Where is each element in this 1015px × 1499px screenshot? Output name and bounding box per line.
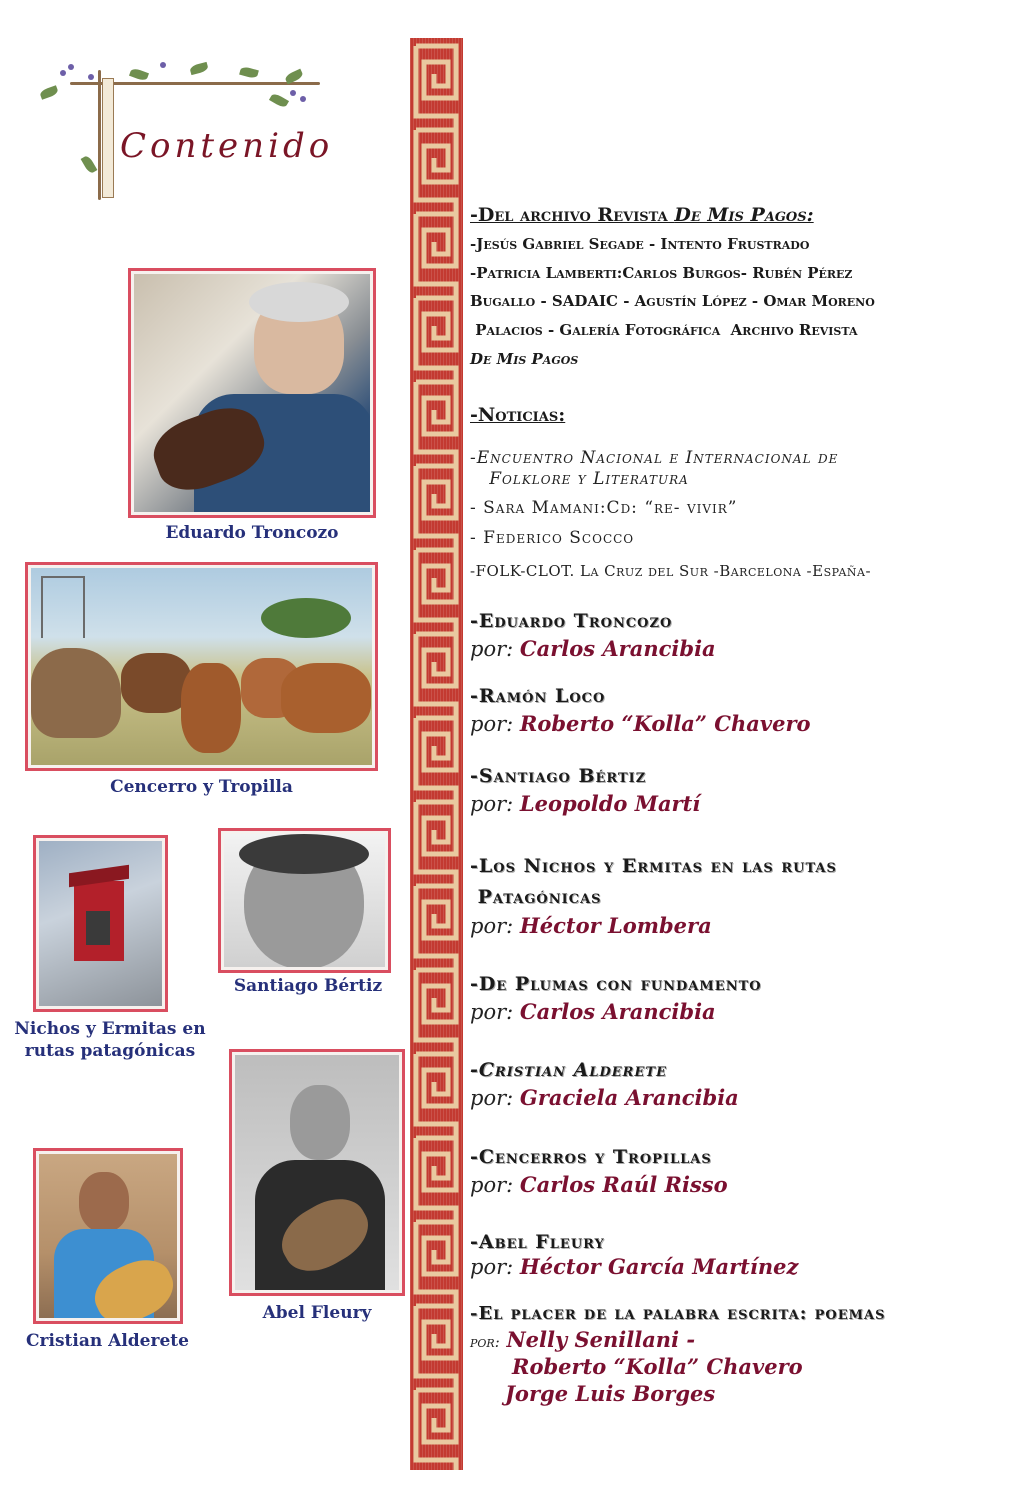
poet-name: Jorge Luis Borges: [505, 1381, 716, 1406]
caption-santiago-bertiz: Santiago Bértiz: [233, 976, 383, 996]
greek-key-motif: [416, 1390, 456, 1442]
article-title: -Cencerros y Tropillas: [470, 1146, 712, 1168]
tree-shape: [261, 598, 351, 638]
por-label: por:: [470, 637, 514, 661]
news-line: -Encuentro Nacional e Internacional de: [470, 448, 839, 468]
article-title: -Cristian Alderete: [470, 1059, 667, 1081]
por-label: por:: [470, 1000, 514, 1024]
berry-icon: [160, 62, 166, 68]
article-title: -De Plumas con fundamento: [470, 973, 762, 995]
article-title: -Eduardo Troncozo: [470, 610, 673, 632]
portrait-hair: [249, 282, 349, 322]
archive-line: Palacios - Galería Fotográfica Archivo Revista: [470, 321, 858, 339]
author-name: Héctor Lombera: [519, 913, 712, 938]
portrait-hair: [239, 834, 369, 874]
horse-shape: [31, 648, 121, 738]
horse-shape: [281, 663, 371, 733]
author-name: Graciela Arancibia: [519, 1085, 739, 1110]
news-line: - Sara Mamani:Cd: “re- vivir”: [470, 498, 738, 518]
author-name: Leopoldo Martí: [519, 791, 701, 816]
archive-title-text: -Del archivo Revista: [470, 204, 675, 226]
archive-section-title: [470, 204, 814, 226]
poems-title: -El placer de la palabra escrita: poemas: [470, 1303, 886, 1324]
greek-key-motif: [416, 130, 456, 182]
greek-key-motif: [416, 214, 456, 266]
caption-abel-fleury: Abel Fleury: [262, 1303, 372, 1323]
news-section-title: -Noticias:: [470, 404, 566, 426]
greek-key-motif: [416, 1138, 456, 1190]
caption-cencerro-tropilla: Cencerro y Tropilla: [110, 777, 293, 797]
article-author: [470, 1085, 739, 1110]
article-title: -Abel Fleury: [470, 1231, 605, 1253]
poems-author-line: [470, 1327, 695, 1352]
greek-key-motif: [416, 298, 456, 350]
news-line: -FOLK-CLOT. La Cruz del Sur -Barcelona -España-: [470, 562, 872, 580]
photo-nichos-ermitas: [33, 835, 168, 1012]
poet-name: Roberto “Kolla” Chavero: [512, 1354, 803, 1379]
greek-key-motif: [416, 466, 456, 518]
windmill-shape: [41, 576, 85, 638]
article-title: -Los Nichos y Ermitas en las rutas: [470, 855, 837, 877]
leaf-icon: [239, 66, 259, 79]
photo-eduardo-troncozo: [128, 268, 376, 518]
shrine-opening: [86, 911, 110, 945]
photo-abel-fleury: [229, 1049, 405, 1296]
caption-cristian-alderete: Cristian Alderete: [26, 1331, 189, 1351]
greek-key-pattern: [410, 38, 463, 1470]
greek-key-motif: [416, 382, 456, 434]
greek-key-motif: [416, 970, 456, 1022]
photo-santiago-bertiz: [218, 828, 391, 973]
greek-key-motif: [416, 550, 456, 602]
por-label: por:: [470, 1173, 514, 1197]
article-author: [470, 913, 712, 938]
author-name: Carlos Arancibia: [519, 636, 716, 661]
photo-cencerro-tropilla: [25, 562, 378, 771]
horse-shape: [181, 663, 241, 753]
author-name: Roberto “Kolla” Chavero: [519, 711, 811, 736]
vine-decoration: [98, 70, 101, 200]
por-label: por:: [470, 712, 514, 736]
caption-eduardo-troncozo: Eduardo Troncozo: [165, 523, 339, 543]
greek-key-band: [410, 38, 463, 1470]
article-author: [470, 1254, 798, 1279]
por-label: por:: [470, 1333, 500, 1351]
berry-icon: [68, 64, 74, 70]
caption-nichos-ermitas: Nichos y Ermitas en rutas patagónicas: [14, 1019, 206, 1061]
article-author: [470, 1172, 728, 1197]
por-label: por:: [470, 1255, 514, 1279]
page-title: Contenido: [120, 126, 334, 166]
greek-key-motif: [416, 718, 456, 770]
archive-line: De Mis Pagos: [470, 350, 579, 368]
por-label: por:: [470, 1086, 514, 1110]
article-author: [470, 711, 811, 736]
greek-key-motif: [416, 46, 456, 98]
greek-key-motif: [416, 1222, 456, 1274]
article-title: -Ramón Loco: [470, 685, 606, 707]
archive-line: -Jesús Gabriel Segade - Intento Frustrado: [470, 235, 810, 253]
news-line: - Federico Scocco: [470, 528, 635, 548]
berry-icon: [300, 96, 306, 102]
greek-key-motif: [416, 1306, 456, 1358]
greek-key-motif: [416, 1054, 456, 1106]
leaf-icon: [81, 154, 98, 174]
article-author: [470, 791, 700, 816]
greek-key-motif: [416, 802, 456, 854]
photo-cristian-alderete: [33, 1148, 183, 1324]
leaf-icon: [39, 85, 59, 100]
archive-line: -Patricia Lamberti:Carlos Burgos- Rubén Pérez: [470, 264, 853, 282]
article-author: [470, 636, 716, 661]
berry-icon: [60, 70, 66, 76]
author-name: Carlos Arancibia: [519, 999, 716, 1024]
archive-line: Bugallo - SADAIC - Agustín López - Omar Moreno: [470, 292, 875, 310]
article-title-continued: Patagónicas: [470, 886, 602, 908]
contenido-header: [40, 60, 350, 220]
archive-title-italic: De Mis Pagos:: [674, 204, 814, 226]
greek-key-motif: [416, 886, 456, 938]
news-line: Folklore y Literatura: [470, 469, 689, 489]
wooden-post-decoration: [102, 78, 114, 198]
article-author: [470, 999, 716, 1024]
author-name: Héctor García Martínez: [519, 1254, 799, 1279]
leaf-icon: [269, 92, 289, 109]
por-label: por:: [470, 792, 514, 816]
berry-icon: [88, 74, 94, 80]
greek-key-motif: [416, 634, 456, 686]
article-title: -Santiago Bértiz: [470, 765, 647, 787]
leaf-icon: [129, 67, 149, 82]
portrait-face: [290, 1085, 350, 1160]
berry-icon: [290, 90, 296, 96]
author-name: Carlos Raúl Risso: [519, 1172, 728, 1197]
portrait-face: [79, 1172, 129, 1232]
poet-name: Nelly Senillani -: [506, 1327, 696, 1352]
por-label: por:: [470, 914, 514, 938]
leaf-icon: [189, 62, 209, 75]
